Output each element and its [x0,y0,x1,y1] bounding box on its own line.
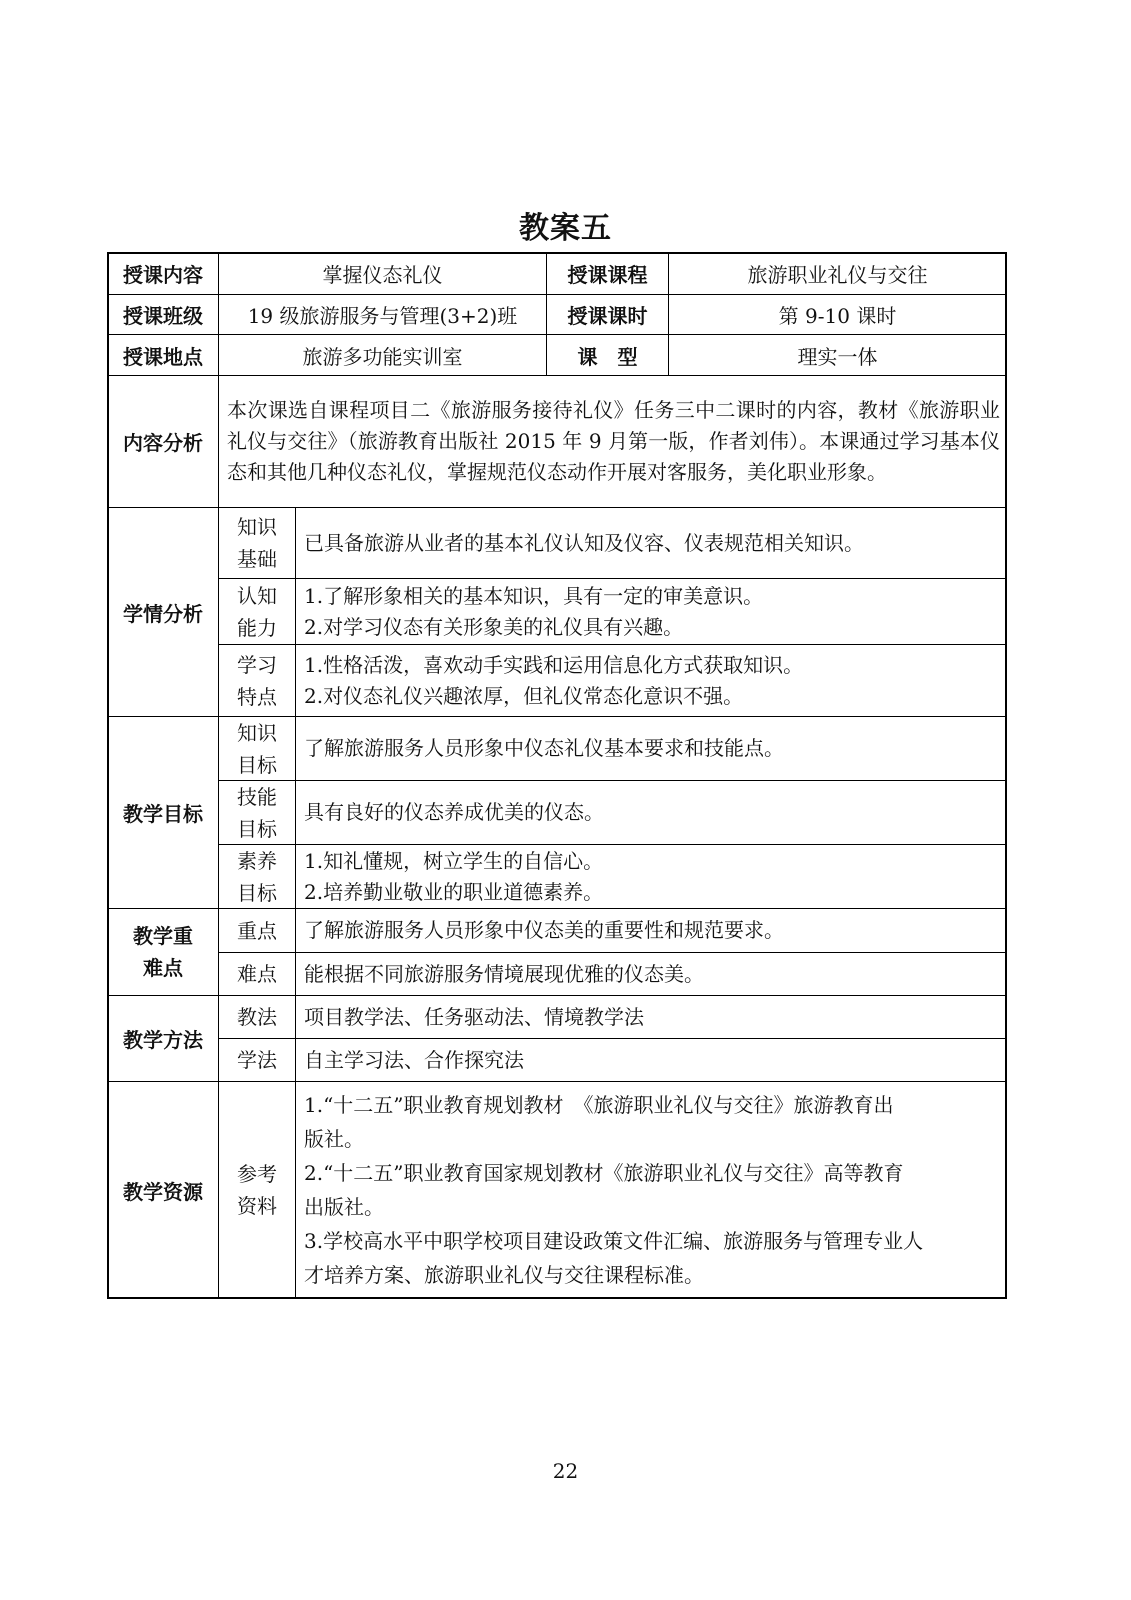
sub-label-knowledge-goal: 知识 目标 [218,716,296,781]
label-content-analysis: 内容分析 [107,375,219,508]
sub-label-knowledge-base: 知识 基础 [218,507,296,579]
value-location: 旅游多功能实训室 [218,334,547,376]
sub-label-teaching-method: 教法 [218,995,296,1039]
sub-label-references: 参考 资料 [218,1081,296,1299]
value-course-name: 旅游职业礼仪与交往 [668,252,1007,295]
label-teaching-objectives: 教学目标 [107,716,219,909]
label-course-name: 授课课程 [546,252,669,295]
learning-traits-text: 1.性格活泼，喜欢动手实践和运用信息化方式获取知识。 2.对仪态礼仪兴趣浓厚，但礼仪常态化意识不强。 [295,644,1007,717]
skill-goal-text: 具有良好的仪态养成优美的仪态。 [295,780,1007,845]
label-location: 授课地点 [107,334,219,376]
label-teaching-methods: 教学方法 [107,995,219,1082]
sub-label-cognitive-ability: 认知 能力 [218,578,296,645]
difficult-point-text: 能根据不同旅游服务情境展现优雅的仪态美。 [295,952,1007,996]
value-course-content: 掌握仪态礼仪 [218,252,547,295]
value-class: 19 级旅游服务与管理(3+2)班 [218,294,547,335]
sub-label-literacy-goal: 素养 目标 [218,844,296,909]
sub-label-learning-method: 学法 [218,1038,296,1082]
reference-line: 1.“十二五”职业教育规划教材 《旅游职业礼仪与交往》旅游教育出 [304,1093,894,1117]
label-class: 授课班级 [107,294,219,335]
label-course-content: 授课内容 [107,252,219,295]
label-teaching-resources: 教学资源 [107,1081,219,1299]
label-key-difficult-points: 教学重 难点 [107,908,219,996]
label-learner-analysis: 学情分析 [107,507,219,717]
reference-line: 3.学校高水平中职学校项目建设政策文件汇编、旅游服务与管理专业人 [304,1229,924,1253]
sub-label-key-point: 重点 [218,908,296,953]
page-number: 22 [552,1459,579,1483]
references-text [295,1081,1007,1299]
label-hours: 授课课时 [546,294,669,335]
content-analysis-text: 本次课选自课程项目二《旅游服务接待礼仪》任务三中二课时的内容，教材《旅游职业礼仪与交往》（旅游教育出版社 2015 年 9 月第一版，作者刘伟）。本课通过学习基本仪态和其他几种仪态礼仪，掌握规范仪态动作开展对客服务，美化职业形象。 [218,375,1007,508]
cognitive-ability-text: 1.了解形象相关的基本知识，具有一定的审美意识。 2.对学习仪态有关形象美的礼仪具有兴趣。 [295,578,1007,645]
value-class-type: 理实一体 [668,334,1007,376]
literacy-goal-text: 1.知礼懂规，树立学生的自信心。 2.培养勤业敬业的职业道德素养。 [295,844,1007,909]
reference-line: 出版社。 [304,1195,384,1219]
sub-label-skill-goal: 技能 目标 [218,780,296,845]
document-title: 教案五 [519,211,612,246]
knowledge-base-text: 已具备旅游从业者的基本礼仪认知及仪容、仪表规范相关知识。 [295,507,1007,579]
reference-line: 才培养方案、旅游职业礼仪与交往课程标准。 [304,1263,704,1287]
value-hours: 第 9-10 课时 [668,294,1007,335]
knowledge-goal-text: 了解旅游服务人员形象中仪态礼仪基本要求和技能点。 [295,716,1007,781]
key-point-text: 了解旅游服务人员形象中仪态美的重要性和规范要求。 [295,908,1007,953]
label-class-type: 课 型 [546,334,669,376]
sub-label-learning-traits: 学习 特点 [218,644,296,717]
learning-method-text: 自主学习法、合作探究法 [295,1038,1007,1082]
reference-line: 版社。 [304,1127,364,1151]
sub-label-difficult-point: 难点 [218,952,296,996]
teaching-method-text: 项目教学法、任务驱动法、情境教学法 [295,995,1007,1039]
reference-line: 2.“十二五”职业教育国家规划教材《旅游职业礼仪与交往》高等教育 [304,1161,904,1185]
